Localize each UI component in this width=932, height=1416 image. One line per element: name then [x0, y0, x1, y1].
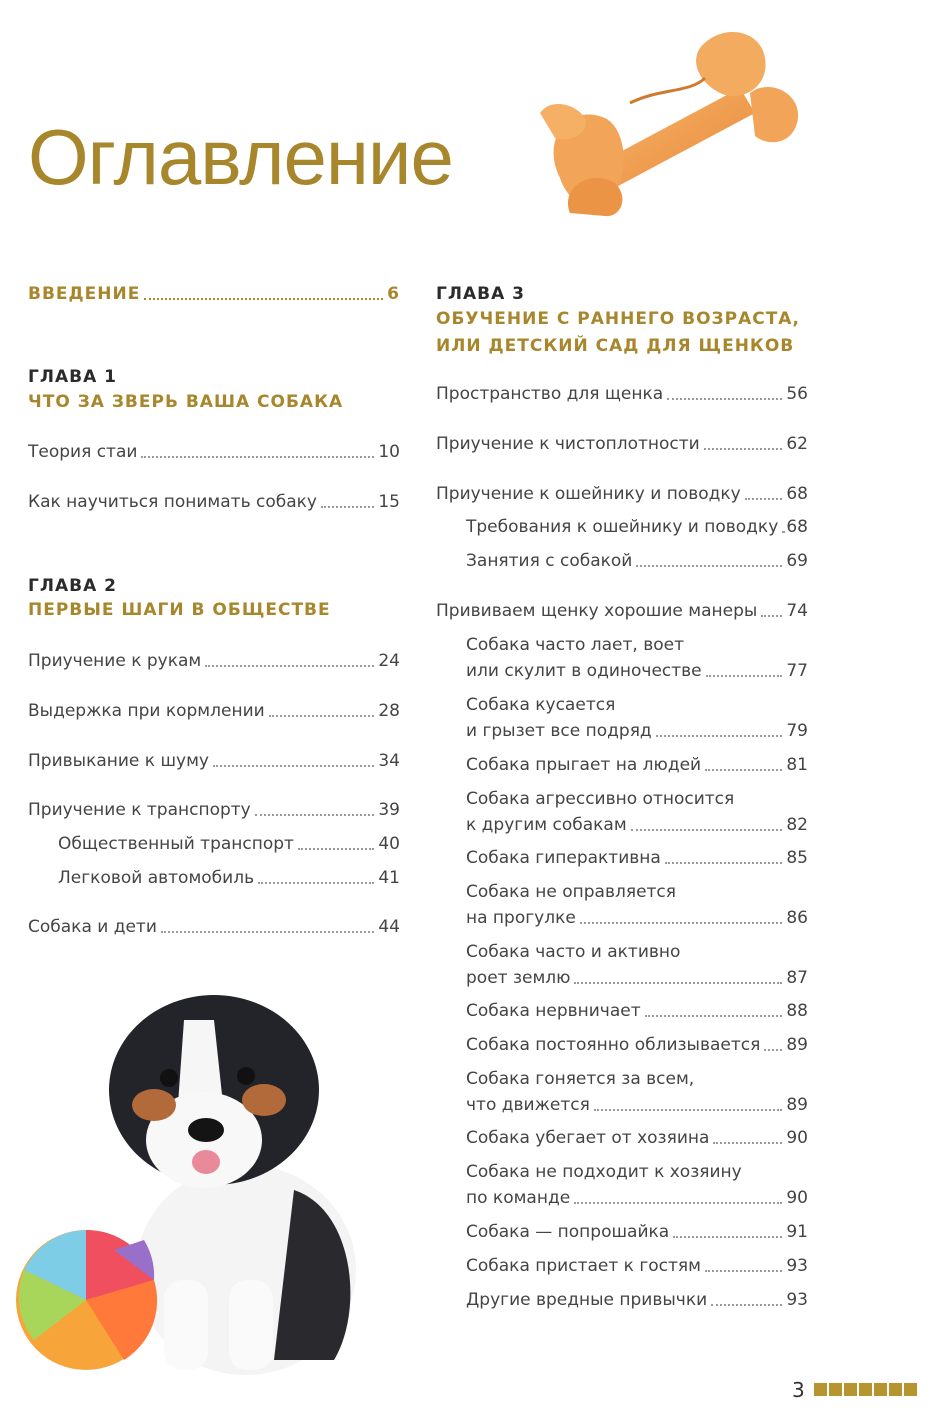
- entry-label: Теория стаи: [28, 442, 138, 462]
- toc-subentry[interactable]: [466, 882, 808, 928]
- chapter-3-title-line2[interactable]: ИЛИ ДЕТСКИЙ САД ДЛЯ ЩЕНКОВ: [436, 336, 795, 356]
- page-title: Оглавление: [28, 113, 453, 201]
- toc-entry[interactable]: [28, 442, 400, 462]
- entry-page: 90: [786, 1128, 808, 1148]
- entry-page: 74: [786, 601, 808, 621]
- entry-label: роет землю: [466, 968, 571, 988]
- toc-subentry[interactable]: [466, 1222, 808, 1242]
- toc-entry[interactable]: [28, 701, 400, 721]
- chapter-3-number: ГЛАВА 3: [436, 284, 525, 304]
- entry-label: и грызет все подряд: [466, 721, 652, 741]
- entry-page: 77: [786, 661, 808, 681]
- entry-label: Собака пристает к гостям: [466, 1256, 701, 1276]
- footer-square: [904, 1383, 917, 1396]
- toc-subentry[interactable]: [466, 755, 808, 775]
- leader-dots: [321, 505, 374, 508]
- entry-page: 34: [378, 751, 400, 771]
- toc-entry[interactable]: [28, 800, 400, 820]
- chapter-2-number: ГЛАВА 2: [28, 576, 117, 596]
- leader-dots: [580, 921, 783, 924]
- entry-label: Приучение к ошейнику и поводку: [436, 484, 741, 504]
- leader-dots: [574, 981, 782, 984]
- entry-page: 56: [786, 384, 808, 404]
- entry-label: Собака и дети: [28, 917, 157, 937]
- leader-dots: [656, 734, 783, 737]
- entry-label: Как научиться понимать собаку: [28, 492, 317, 512]
- footer-square: [874, 1383, 887, 1396]
- entry-page: 24: [378, 651, 400, 671]
- entry-page: 41: [378, 868, 400, 888]
- toc-intro-page: 6: [387, 284, 400, 304]
- footer-square: [844, 1383, 857, 1396]
- page-number: 3: [792, 1378, 805, 1402]
- entry-label: Прививаем щенку хорошие манеры: [436, 601, 758, 621]
- toc-entry[interactable]: [436, 434, 808, 454]
- leader-dots: [645, 1014, 783, 1017]
- entry-page: 28: [378, 701, 400, 721]
- entry-label-line1: Собака гоняется за всем,: [466, 1069, 695, 1089]
- entry-label: Собака прыгает на людей: [466, 755, 702, 775]
- entry-page: 90: [786, 1188, 808, 1208]
- entry-label: Общественный транспорт: [58, 834, 294, 854]
- entry-page: 69: [786, 551, 808, 571]
- entry-page: 68: [786, 484, 808, 504]
- toc-entry[interactable]: [436, 484, 808, 504]
- toc-subentry[interactable]: [466, 1290, 808, 1310]
- entry-label-line1: Собака часто и активно: [466, 942, 681, 962]
- entry-page: 86: [786, 908, 808, 928]
- entry-label: Собака — попрошайка: [466, 1222, 670, 1242]
- entry-label: Приучение к транспорту: [28, 800, 251, 820]
- leader-dots: [665, 861, 783, 864]
- entry-page: 89: [786, 1095, 808, 1115]
- leader-dots: [144, 297, 383, 300]
- leader-dots: [298, 847, 374, 850]
- puppy-with-ball-image: [14, 980, 394, 1380]
- toc-subentry[interactable]: [466, 551, 808, 571]
- toc-subentry[interactable]: [466, 848, 808, 868]
- entry-label-line1: Собака кусается: [466, 695, 616, 715]
- toc-intro-label: ВВЕДЕНИЕ: [28, 284, 141, 304]
- leader-dots: [705, 768, 782, 771]
- entry-label: Привыкание к шуму: [28, 751, 209, 771]
- footer-square: [859, 1383, 872, 1396]
- toc-entry[interactable]: [436, 601, 808, 621]
- leader-dots: [636, 564, 782, 567]
- leader-dots: [213, 764, 374, 767]
- toc-subentry[interactable]: [466, 789, 808, 835]
- leader-dots: [667, 397, 782, 400]
- leader-dots: [705, 1269, 782, 1272]
- toc-subentry[interactable]: [466, 1256, 808, 1276]
- entry-page: 68: [786, 517, 808, 537]
- leader-dots: [255, 813, 375, 816]
- entry-label: Собака гиперактивна: [466, 848, 661, 868]
- leader-dots: [594, 1108, 783, 1111]
- footer-square: [889, 1383, 902, 1396]
- leader-dots: [711, 1303, 782, 1306]
- chapter-1-number: ГЛАВА 1: [28, 367, 117, 387]
- leader-dots: [269, 714, 375, 717]
- entry-label: Требования к ошейнику и поводку: [466, 517, 779, 537]
- entry-page: 40: [378, 834, 400, 854]
- entry-page: 62: [786, 434, 808, 454]
- entry-label: Собака постоянно облизывается: [466, 1035, 761, 1055]
- entry-page: 87: [786, 968, 808, 988]
- entry-label: что движется: [466, 1095, 590, 1115]
- leader-dots: [706, 674, 783, 677]
- entry-page: 93: [786, 1256, 808, 1276]
- leader-dots: [761, 614, 782, 617]
- leader-dots: [673, 1235, 782, 1238]
- toc-entry[interactable]: [28, 917, 400, 937]
- entry-label: Другие вредные привычки: [466, 1290, 708, 1310]
- entry-label: Занятия с собакой: [466, 551, 633, 571]
- entry-label: на прогулке: [466, 908, 576, 928]
- entry-page: 15: [378, 492, 400, 512]
- toc-entry[interactable]: [28, 651, 400, 671]
- toc-entry[interactable]: [436, 384, 808, 404]
- entry-label-line1: Собака часто лает, воет: [466, 635, 685, 655]
- entry-label: Собака нервничает: [466, 1001, 641, 1021]
- leader-dots: [631, 828, 783, 831]
- leader-dots: [745, 497, 783, 500]
- footer-square: [829, 1383, 842, 1396]
- leader-dots: [258, 881, 374, 884]
- entry-label: Пространство для щенка: [436, 384, 664, 404]
- toc-subentry[interactable]: [466, 1001, 808, 1021]
- leader-dots: [704, 447, 783, 450]
- entry-label: по команде: [466, 1188, 571, 1208]
- toc-subentry[interactable]: [466, 1128, 808, 1148]
- entry-label: Легковой автомобиль: [58, 868, 255, 888]
- entry-page: 89: [786, 1035, 808, 1055]
- entry-label: Собака убегает от хозяина: [466, 1128, 710, 1148]
- toc-subentry[interactable]: [466, 942, 808, 988]
- leader-dots: [764, 1048, 782, 1051]
- toc-entry[interactable]: [28, 492, 400, 512]
- entry-page: 93: [786, 1290, 808, 1310]
- chapter-1-title[interactable]: ЧТО ЗА ЗВЕРЬ ВАША СОБАКА: [28, 392, 344, 412]
- entry-page: 88: [786, 1001, 808, 1021]
- entry-label: Приучение к чистоплотности: [436, 434, 700, 454]
- entry-page: 44: [378, 917, 400, 937]
- entry-label-line1: Собака не подходит к хозяину: [466, 1162, 742, 1182]
- toc-subentry[interactable]: [58, 868, 400, 888]
- entry-page: 10: [378, 442, 400, 462]
- toc-intro[interactable]: [28, 284, 400, 304]
- chapter-3-title-line1[interactable]: ОБУЧЕНИЕ С РАННЕГО ВОЗРАСТА,: [436, 309, 800, 329]
- entry-page: 85: [786, 848, 808, 868]
- entry-page: 39: [378, 800, 400, 820]
- entry-page: 79: [786, 721, 808, 741]
- toc-subentry[interactable]: [466, 1069, 808, 1115]
- entry-page: 82: [786, 815, 808, 835]
- leader-dots: [141, 455, 374, 458]
- entry-page: 91: [786, 1222, 808, 1242]
- footer-square: [814, 1383, 827, 1396]
- chapter-2-title[interactable]: ПЕРВЫЕ ШАГИ В ОБЩЕСТВЕ: [28, 600, 331, 620]
- leader-dots: [161, 930, 374, 933]
- toc-subentry[interactable]: [466, 1162, 808, 1208]
- entry-label: или скулит в одиночестве: [466, 661, 702, 681]
- toc-subentry[interactable]: [58, 834, 400, 854]
- leader-dots: [713, 1141, 782, 1144]
- rawhide-bone-image: [530, 18, 810, 223]
- entry-label-line1: Собака не оправляется: [466, 882, 677, 902]
- toc-entry[interactable]: [28, 751, 400, 771]
- entry-label: к другим собакам: [466, 815, 627, 835]
- toc-subentry[interactable]: [466, 695, 808, 741]
- toc-subentry[interactable]: [466, 1035, 808, 1055]
- leader-dots: [574, 1201, 782, 1204]
- entry-label-line1: Собака агрессивно относится: [466, 789, 735, 809]
- entry-page: 81: [786, 755, 808, 775]
- entry-label: Приучение к рукам: [28, 651, 202, 671]
- entry-label: Выдержка при кормлении: [28, 701, 265, 721]
- toc-subentry[interactable]: [466, 517, 808, 537]
- toc-subentry[interactable]: [466, 635, 808, 681]
- leader-dots: [205, 664, 374, 667]
